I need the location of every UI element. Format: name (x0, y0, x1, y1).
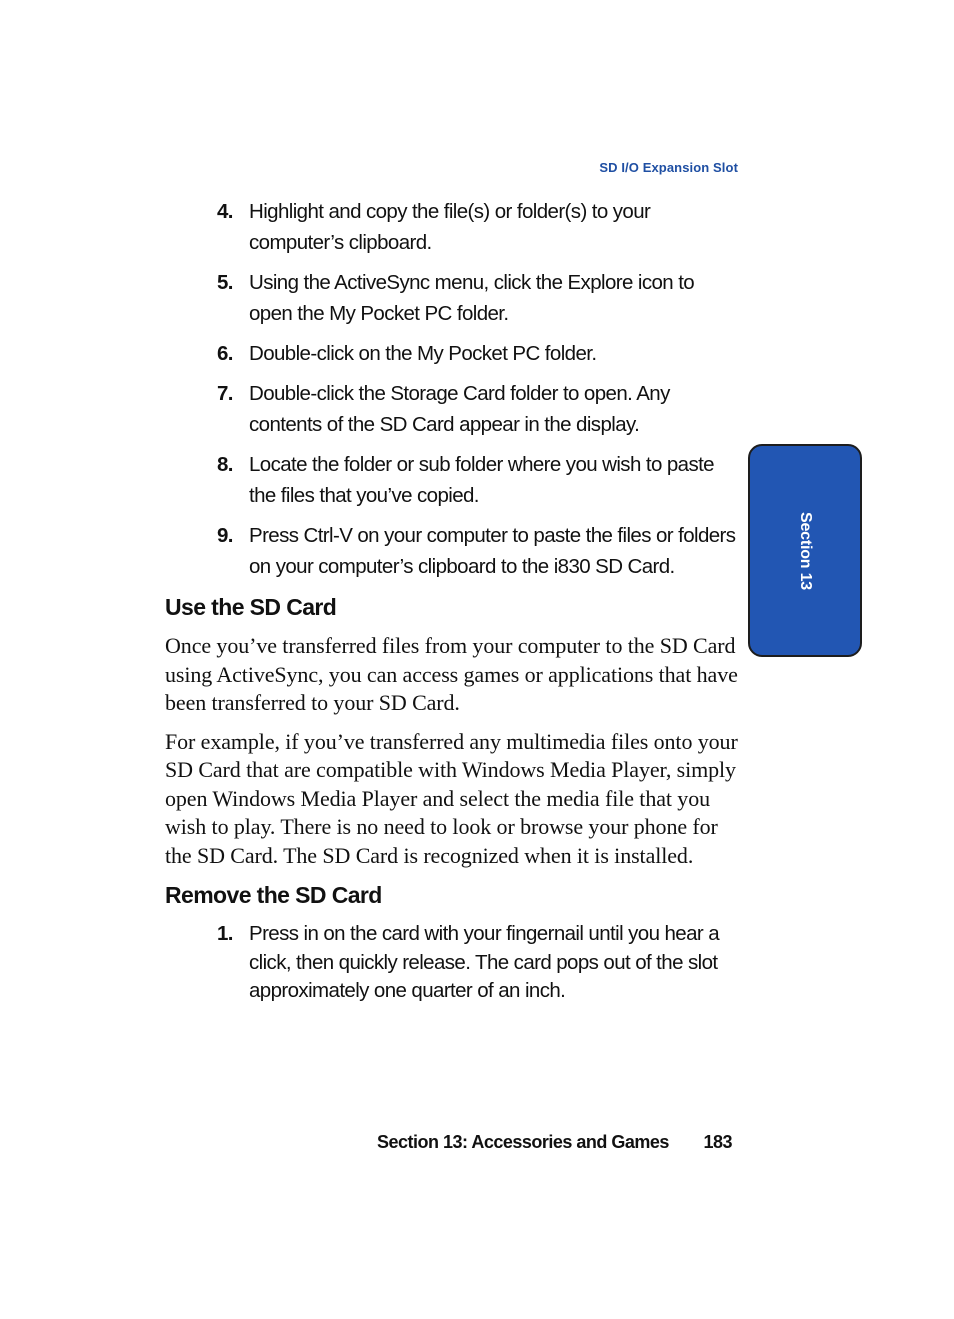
list-item (165, 267, 740, 329)
step-number: 5. (217, 271, 233, 294)
page-content (165, 196, 740, 1015)
remove-sd-card-heading: Remove the SD Card (165, 882, 382, 908)
step-text: Press in on the card with your fingernail until you hear a click, then quickly release. The card pops out of the slot approximately one quarter of an inch. (249, 922, 720, 1002)
page-number: 183 (703, 1132, 732, 1152)
steps-list (165, 196, 740, 582)
page-footer (300, 1132, 732, 1153)
step-text: Locate the folder or sub folder where you wish to paste the files that you’ve copied. (249, 453, 714, 507)
step-number: 6. (217, 342, 233, 365)
list-item (165, 449, 740, 511)
list-item (165, 920, 740, 1006)
body-paragraph: For example, if you’ve transferred any multimedia files onto your SD Card that are compatible with Windows Media Player, simply open Windows Media Player and select the media file that you wish to play. There is no need to look or browse your phone for the SD Card. The SD Card is recognized when it is installed. (165, 728, 738, 868)
remove-steps-list (165, 920, 740, 1006)
list-item (165, 520, 740, 582)
list-item (165, 378, 740, 440)
list-item (165, 196, 740, 258)
footer-chapter: Section 13: Accessories and Games (376, 1132, 669, 1152)
step-number: 7. (217, 382, 233, 405)
step-text: Highlight and copy the file(s) or folder(s) to your computer’s clipboard. (249, 200, 651, 254)
list-item (165, 338, 740, 369)
step-text: Using the ActiveSync menu, click the Explore icon to open the My Pocket PC folder. (249, 271, 695, 325)
step-number: 8. (217, 453, 233, 476)
step-number: 4. (217, 200, 233, 223)
section-tab (748, 444, 862, 657)
section-tab-label: Section 13 (797, 511, 814, 590)
step-text: Double-click the Storage Card folder to open. Any contents of the SD Card appear in the display. (249, 382, 670, 436)
step-number: 9. (217, 524, 233, 547)
running-header: SD I/O Expansion Slot (599, 160, 738, 175)
use-sd-card-heading: Use the SD Card (165, 594, 337, 620)
step-number: 1. (217, 922, 233, 945)
step-text: Double-click on the My Pocket PC folder. (249, 342, 597, 365)
body-paragraph: Once you’ve transferred files from your computer to the SD Card using ActiveSync, you can access games or applications that have been transferred to your SD Card. (165, 633, 738, 715)
step-text: Press Ctrl-V on your computer to paste the files or folders on your computer’s clipboard to the i830 SD Card. (249, 524, 736, 578)
